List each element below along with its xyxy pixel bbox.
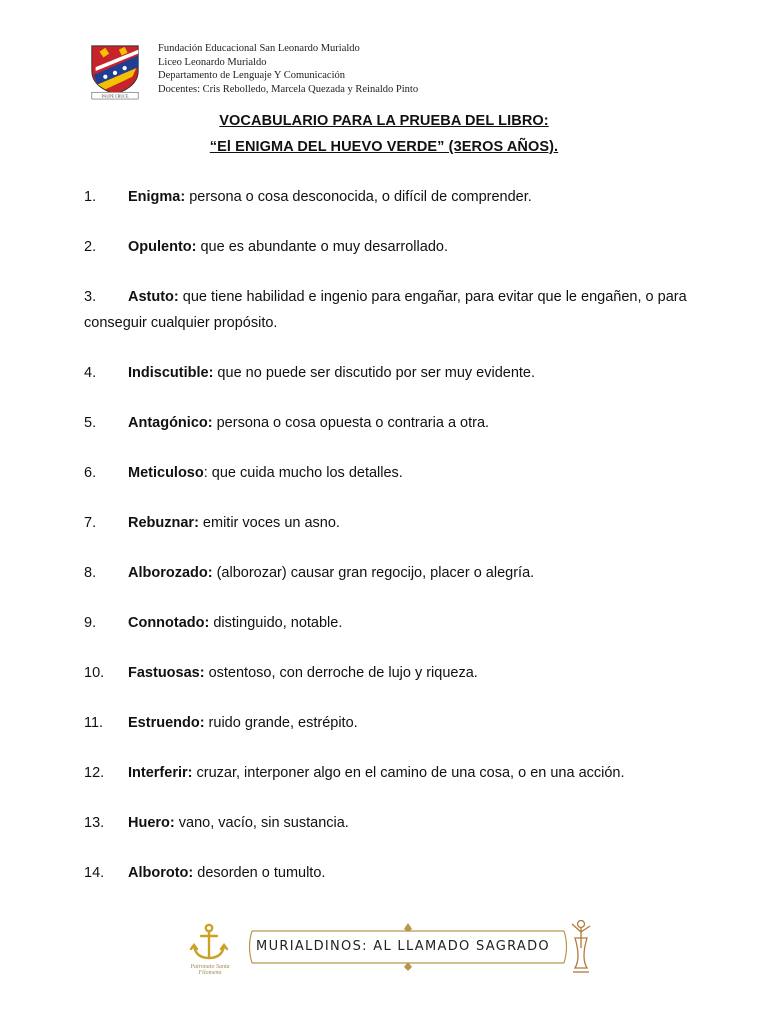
item-term: Astuto: [128, 289, 179, 305]
item-term: Meticuloso [128, 465, 204, 481]
item-definition: que tiene habilidad e ingenio para engañar, para evitar que le engañen, o para conseguir cualquier propósito. [84, 289, 687, 331]
item-term: Alborozado: [128, 565, 213, 581]
list-item [84, 860, 704, 886]
item-term: Indiscutible: [128, 365, 214, 381]
list-item [84, 184, 704, 210]
vocabulary-list [84, 184, 704, 910]
item-number: 8. [84, 565, 97, 581]
foundation-name: Fundación Educacional San Leonardo Murialdo [158, 43, 360, 54]
page-title: VOCABULARIO PARA LA PRUEBA DEL LIBRO: [219, 113, 549, 129]
item-definition: que es abundante o muy desarrollado. [196, 239, 448, 255]
item-definition: cruzar, interponer algo en el camino de una cosa, o en una acción. [192, 765, 625, 781]
item-number: 9. [84, 615, 97, 631]
item-definition: vano, vacío, sin sustancia. [174, 815, 349, 831]
item-term: Enigma: [128, 189, 186, 205]
list-item [84, 234, 704, 260]
item-number: 11. [84, 715, 104, 731]
item-number: 10. [84, 665, 105, 681]
item-number: 6. [84, 465, 97, 481]
header-info [158, 42, 418, 96]
list-item [84, 760, 704, 786]
item-definition: ostentoso, con derroche de lujo y riqueza. [204, 665, 478, 681]
item-term: Rebuznar: [128, 515, 199, 531]
item-definition: : que cuida mucho los detalles. [203, 465, 403, 481]
item-term: Interferir: [128, 765, 193, 781]
list-item [84, 460, 704, 486]
list-item [84, 810, 704, 836]
item-term: Antagónico: [128, 415, 213, 431]
list-item [84, 360, 704, 386]
item-term: Connotado: [128, 615, 210, 631]
item-definition: distinguido, notable. [209, 615, 343, 631]
document-header [86, 40, 646, 102]
item-term: Fastuosas: [128, 665, 205, 681]
anchor-caption: Patronato Santa Filomena [190, 964, 230, 976]
list-item [84, 610, 704, 636]
item-term: Alboroto: [128, 865, 194, 881]
crest-logo [86, 42, 144, 100]
list-item [84, 510, 704, 536]
item-definition: que no puede ser discutido por ser muy evidente. [213, 365, 536, 381]
item-definition: persona o cosa opuesta o contraria a otra. [212, 415, 490, 431]
footer-motto: MURIALDINOS: AL LLAMADO SAGRADO [256, 939, 550, 954]
item-definition: persona o cosa desconocida, o difícil de comprender. [185, 189, 532, 205]
item-number: 12. [84, 765, 105, 781]
item-number: 3. [84, 289, 97, 305]
department-name: Departamento de Lenguaje Y Comunicación [158, 70, 345, 81]
item-term: Huero: [128, 815, 175, 831]
document-footer [178, 918, 598, 978]
item-definition: ruido grande, estrépito. [204, 715, 358, 731]
list-item [84, 660, 704, 686]
list-item [84, 560, 704, 586]
item-term: Opulento: [128, 239, 197, 255]
item-definition: desorden o tumulto. [193, 865, 326, 881]
list-item [84, 710, 704, 736]
anchor-icon [188, 922, 230, 962]
list-item [84, 410, 704, 436]
teachers-line: Docentes: Cris Rebolledo, Marcela Quezada y Reinaldo Pinto [158, 83, 419, 95]
item-number: 14. [84, 865, 105, 881]
item-term: Estruendo: [128, 715, 205, 731]
page-subtitle: “El ENIGMA DEL HUEVO VERDE” (3EROS AÑOS). [209, 139, 559, 155]
school-name: Liceo Leonardo Murialdo [158, 56, 267, 68]
item-number: 1. [84, 189, 97, 205]
item-number: 2. [84, 239, 97, 255]
item-number: 5. [84, 415, 97, 431]
item-number: 13. [84, 815, 105, 831]
crest-ribbon-text: PAUPE CRUCE [101, 93, 129, 99]
statue-icon [568, 918, 594, 974]
item-number: 4. [84, 365, 97, 381]
item-definition: (alborozar) causar gran regocijo, placer o alegría. [212, 565, 535, 581]
list-item [84, 284, 704, 336]
item-definition: emitir voces un asno. [198, 515, 340, 531]
item-number: 7. [84, 515, 97, 531]
